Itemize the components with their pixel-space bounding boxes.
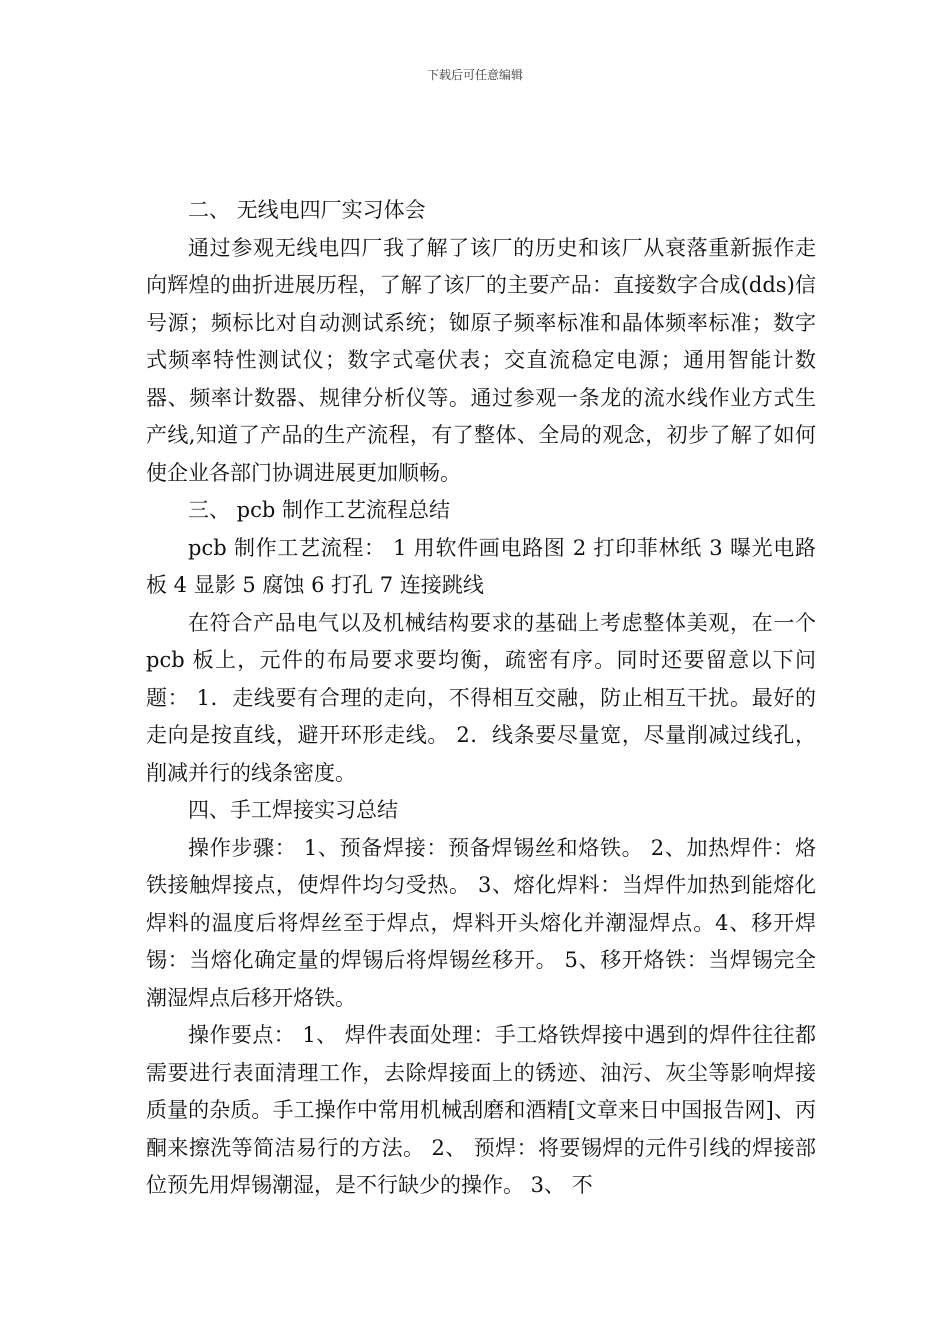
document-body: [146, 192, 816, 1205]
section-heading-4: 四、手工焊接实习总结: [188, 798, 398, 822]
section-heading-2: 二、 无线电四厂实习体会: [188, 198, 426, 222]
paragraph-soldering-steps: 操作步骤： 1、预备焊接：预备焊锡丝和烙铁。 2、加热焊件：烙铁接触焊接点，使焊件均匀受热。 3、熔化焊料：当焊件加热到能熔化焊料的温度后将焊丝至于焊点，焊料开头熔化并潮湿焊点。4、移开焊锡：当熔化确定量的焊锡后将焊锡丝移开。 5、移开烙铁：当焊锡完全潮湿焊点后移开烙铁。: [146, 835, 816, 1010]
paragraph-factory-visit: 通过参观无线电四厂我了解了该厂的历史和该厂从衰落重新振作走向辉煌的曲折进展历程，了解了该厂的主要产品：直接数字合成(dds)信号源；频标比对自动测试系统；铷原子频率标准和晶体频率标准；数字式频率特性测试仪；数字式毫伏表；交直流稳定电源；通用智能计数器、频率计数器、规律分析仪等。通过参观一条龙的流水线作业方式生产线,知道了产品的生产流程，有了整体、全局的观念，初步了解了如何使企业各部门协调进展更加顺畅。: [146, 235, 816, 485]
paragraph-pcb-layout: 在符合产品电气以及机械结构要求的基础上考虑整体美观，在一个 pcb 板上，元件的布局要求要均衡，疏密有序。同时还要留意以下问题： 1．走线要有合理的走向，不得相互交融，防止相互干扰。最好的走向是按直线，避开环形走线。 2．线条要尽量宽，尽量削减过线孔，削减并行的线条密度。: [146, 610, 816, 785]
page-header: 下载后可任意编辑: [426, 68, 523, 82]
paragraph-pcb-process: pcb 制作工艺流程： 1 用软件画电路图 2 打印菲林纸 3 曝光电路板 4 显影 5 腐蚀 6 打孔 7 连接跳线: [146, 535, 816, 597]
section-heading-3: 三、 pcb 制作工艺流程总结: [188, 498, 450, 522]
paragraph-soldering-key-points: 操作要点： 1、 焊件表面处理：手工烙铁焊接中遇到的焊件往往都需要进行表面清理工作，去除焊接面上的锈迹、油污、灰尘等影响焊接质量的杂质。手工操作中常用机械刮磨和酒精[文章来日中国报告网]、丙酮来擦洗等简洁易行的方法。 2、 预焊：将要锡焊的元件引线的焊接部位预先用焊锡潮湿，是不行缺少的操作。 3、 不: [146, 1023, 816, 1197]
